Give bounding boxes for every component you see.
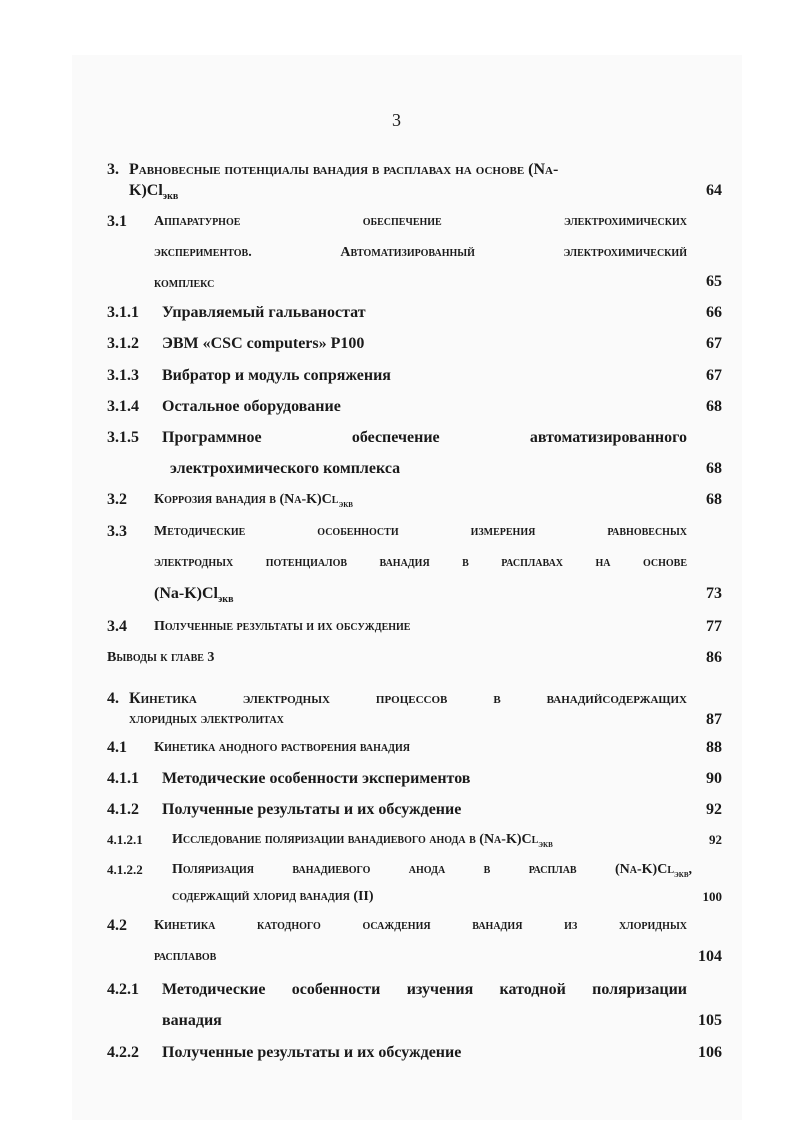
toc-number: 3.1.2 [107, 335, 139, 352]
toc-title-line: Равновесные потенциалы ванадия в расплавах на основе (Na- [129, 161, 559, 178]
toc-title-line: хлоридных электролитах [129, 712, 284, 727]
toc-section-3-1-4 [107, 397, 727, 417]
subscript: экв [674, 869, 689, 880]
toc-page: 68 [706, 460, 722, 477]
toc-title: Полученные результаты и их обсуждение [162, 1044, 462, 1061]
toc-title-line: содержащий хлорид ванадия (II) [172, 889, 374, 904]
toc-title: Выводы к главе 3 [107, 650, 215, 665]
toc-title: Полученные результаты и их обсуждение [162, 801, 462, 818]
toc-section-3-2 [107, 490, 727, 512]
toc-title: Кинетика анодного растворения ванадия [154, 740, 410, 755]
toc-section-3-4 [107, 617, 727, 637]
toc-number: 3.1 [107, 213, 127, 230]
toc-number: 3.2 [107, 491, 127, 508]
toc-section-4-1-2 [107, 800, 727, 820]
toc-title-text: Исследование поляризации ванадиевого анода в (Na-K)Cl [172, 832, 539, 847]
toc-title: Полученные результаты и их обсуждение [154, 619, 411, 634]
toc-section-4-1-2-2 [107, 860, 727, 912]
toc-title [172, 830, 553, 855]
toc-title-line [172, 860, 692, 885]
toc-page: 92 [709, 832, 722, 847]
toc-conclusions-3 [107, 648, 727, 668]
toc-title-line: Кинетика катодного осаждения ванадия из хлоридных [154, 918, 687, 933]
toc-page: 68 [706, 398, 722, 415]
toc-section-3-1-3 [107, 366, 727, 386]
toc-page: 73 [706, 585, 722, 602]
toc-title-line: экспериментов. Автоматизированный электрохимический [154, 245, 687, 260]
toc-number: 4.1.2.1 [107, 832, 143, 847]
toc-page: 67 [706, 335, 722, 352]
toc-number: 4.1.2.2 [107, 862, 143, 877]
toc-page: 68 [706, 491, 722, 508]
toc-title: Методические особенности экспериментов [162, 770, 471, 787]
toc-number: 3.1.1 [107, 304, 139, 321]
page-number: 3 [392, 110, 401, 130]
toc-title-line: K)Cl [129, 182, 163, 199]
toc-section-4-2 [107, 916, 727, 968]
toc-number: 3. [107, 161, 119, 178]
toc-section-3-1-2 [107, 334, 727, 354]
toc-section-3-3 [107, 522, 727, 607]
toc-number: 3.1.5 [107, 429, 139, 446]
toc-section-4-2-1 [107, 980, 727, 1032]
toc-section-4-1-1 [107, 769, 727, 789]
toc-number: 4.2 [107, 917, 127, 934]
toc-section-4-1-2-1 [107, 830, 727, 850]
toc-number: 3.3 [107, 523, 127, 540]
toc-section-4-2-2 [107, 1043, 727, 1063]
toc-chapter-4 [107, 689, 727, 734]
toc-title [129, 160, 689, 180]
toc-title-line: Программное обеспечение автоматизированного [162, 429, 687, 446]
toc-page: 77 [706, 618, 722, 635]
toc-title-text: Поляризация ванадиевого анода в расплав (Na-K)Cl [172, 862, 674, 877]
toc-title-line [154, 584, 233, 610]
toc-number: 3.1.3 [107, 367, 139, 384]
toc-title-line: электрохимического комплекса [170, 460, 401, 477]
toc-section-3-1 [107, 212, 727, 292]
toc-title-line: комплекс [154, 276, 215, 291]
toc-title-line: Кинетика электродных процессов в ванадийсодержащих [129, 690, 687, 707]
toc-number: 3.4 [107, 618, 127, 635]
toc-title-line: Методические особенности изучения катодной поляризации [162, 981, 687, 998]
toc-page: 105 [698, 1012, 722, 1029]
toc-title: Остальное оборудование [162, 398, 341, 415]
toc-title: ЭВМ «CSC computers» P100 [162, 335, 365, 352]
toc-page: 104 [698, 948, 722, 965]
toc-page: 88 [706, 739, 722, 756]
toc-title-line: расплавов [154, 949, 217, 964]
toc-number: 4.1 [107, 739, 127, 756]
subscript: экв [217, 594, 234, 605]
toc-page: 92 [706, 801, 722, 818]
subscript: экв [162, 191, 179, 202]
toc-page: 86 [706, 649, 722, 666]
toc-chapter-3 [107, 160, 727, 205]
toc-number: 4. [107, 690, 119, 707]
toc-page: 66 [706, 304, 722, 321]
toc-title-line: электродных потенциалов ванадия в расплавах на основе [154, 555, 687, 570]
toc-section-3-1-5 [107, 428, 727, 480]
toc-title: Управляемый гальваностат [162, 304, 366, 321]
toc-number: 4.1.1 [107, 770, 139, 787]
toc-title-line: ванадия [162, 1012, 222, 1029]
toc-title-cont [129, 181, 178, 207]
toc-title-text: (Na-K)Cl [154, 585, 218, 602]
toc-number: 4.2.2 [107, 1044, 139, 1061]
toc-page: 65 [706, 273, 722, 290]
toc-page: 100 [702, 889, 722, 904]
subscript: экв [338, 499, 353, 510]
toc-number: 3.1.4 [107, 398, 139, 415]
toc-title-text: , [688, 862, 692, 877]
toc-title-line: Методические особенности измерения равновесных [154, 524, 687, 539]
toc-section-3-1-1 [107, 303, 727, 323]
toc-section-4-1 [107, 738, 727, 758]
toc-title-text: Коррозия ванадия в (Na-K)Cl [154, 492, 339, 507]
toc-page: 106 [698, 1044, 722, 1061]
toc-title-line: Аппаратурное обеспечение электрохимических [154, 214, 687, 229]
toc-title: Вибратор и модуль сопряжения [162, 367, 391, 384]
toc-page: 64 [706, 182, 722, 199]
toc-page: 87 [706, 711, 722, 728]
toc-page: 90 [706, 770, 722, 787]
toc-number: 4.1.2 [107, 801, 139, 818]
toc-page: 67 [706, 367, 722, 384]
toc-number: 4.2.1 [107, 981, 139, 998]
toc-title [154, 490, 353, 515]
subscript: экв [538, 839, 553, 850]
